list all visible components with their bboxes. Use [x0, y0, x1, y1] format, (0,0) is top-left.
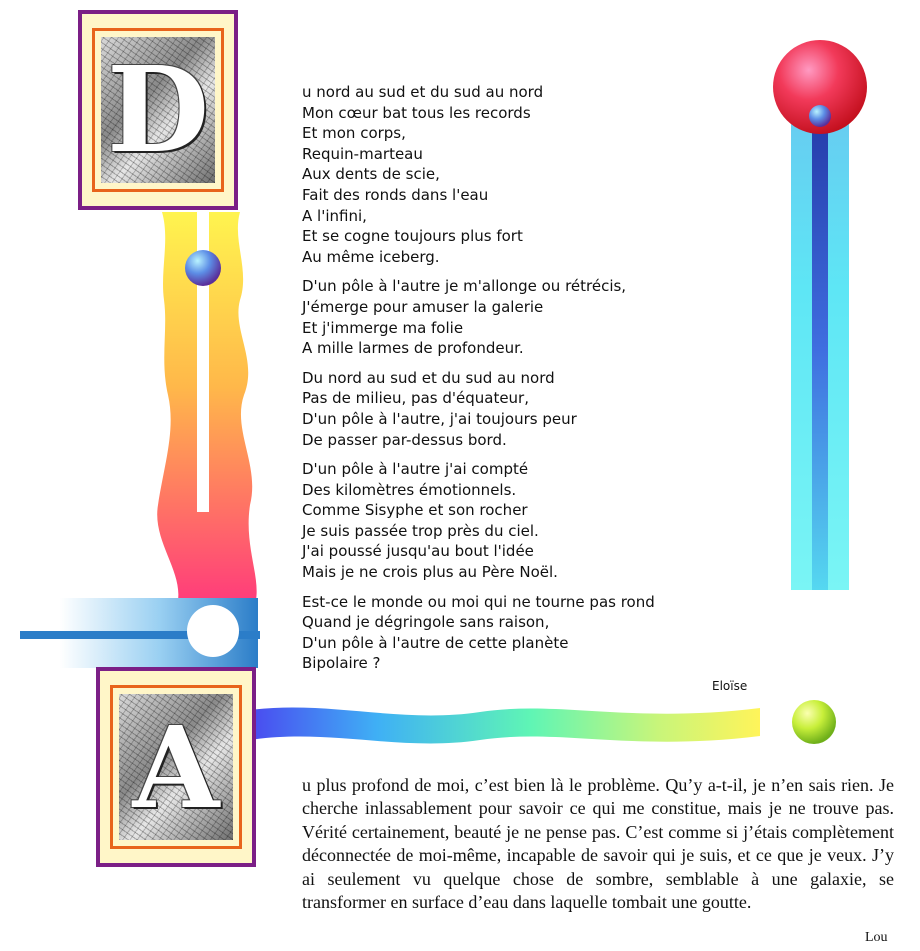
dropcap-letter-a: A [132, 703, 220, 834]
dropcap-a-texture [119, 694, 233, 840]
poem-line: Est-ce le monde ou moi qui ne tourne pas rond [302, 592, 655, 611]
poem-line: A l'infini, [302, 206, 367, 225]
poem-line: Bipolaire ? [302, 654, 381, 673]
poem-line: u nord au sud et du sud au nord [302, 83, 544, 101]
poem-line: J'ai poussé jusqu'au bout l'idée [302, 542, 534, 561]
poem-line: Comme Sisyphe et son rocher [302, 501, 528, 520]
blue-rod-right [812, 110, 828, 590]
poem-line: D'un pôle à l'autre je m'allonge ou rétrécis, [302, 277, 627, 296]
small-blue-sphere-icon [809, 105, 831, 127]
poem-stanza [302, 592, 722, 674]
poem-line: Et se cogne toujours plus fort [302, 227, 523, 246]
blue-sphere-icon [185, 250, 221, 286]
dropcap-letter-d: D [106, 40, 210, 179]
poem-line: Mais je ne crois plus au Père Noël. [302, 563, 558, 582]
poem-line: Des kilomètres émotionnels. [302, 480, 517, 499]
poem-line: Aux dents de scie, [302, 165, 440, 184]
poem-line: A mille larmes de profondeur. [302, 339, 524, 358]
poem-line: Pas de milieu, pas d'équateur, [302, 389, 529, 408]
dropcap-d [78, 10, 238, 210]
poem-author: Eloïse [712, 679, 748, 693]
poem-stanza [302, 82, 722, 267]
poem-stanza [302, 368, 722, 450]
poem-line: Et mon corps, [302, 124, 406, 143]
dropcap-a [96, 667, 256, 867]
dropcap-d-inner-frame [92, 28, 224, 192]
poem-line: Je suis passée trop près du ciel. [302, 521, 539, 540]
poem-line: Fait des ronds dans l'eau [302, 185, 489, 204]
poem-line: D'un pôle à l'autre de cette planète [302, 633, 569, 652]
dropcap-d-texture [101, 37, 215, 183]
dropcap-a-inner-frame [110, 685, 242, 849]
poem-stanza [302, 459, 722, 583]
white-ring-icon [187, 605, 239, 657]
poem-stanza [302, 276, 722, 358]
poem-line: D'un pôle à l'autre, j'ai toujours peur [302, 409, 577, 428]
poem-line: Du nord au sud et du sud au nord [302, 368, 555, 387]
poem-line: Et j'immerge ma folie [302, 318, 464, 337]
poem-line: D'un pôle à l'autre j'ai compté [302, 460, 529, 479]
prose-author: Lou [865, 930, 888, 945]
poem-line: De passer par-dessus bord. [302, 430, 507, 449]
prose-paragraph: u plus profond de moi, c’est bien là le problème. Qu’y a-t-il, je n’en sais rien. Je cherche inlassablement pour savoir ce qui me constitue, mais je ne trouve pas. Vérité certainement, beauté je ne pense pas. C’est comme si j’étais complètement déconnectée de moi-même, incapable de savoir qui je suis, et ce que je veux. J’y ai seulement vu quelque chose de sombre, semblable à une galaxie, se transformer en surface d’eau dans laquelle tombait une goutte. [302, 775, 894, 913]
poem-line: Requin-marteau [302, 144, 423, 163]
rainbow-ribbon [250, 707, 760, 743]
poem-line: Mon cœur bat tous les records [302, 103, 531, 122]
poem-line: J'émerge pour amuser la galerie [302, 297, 544, 316]
poem [302, 82, 722, 683]
green-sphere-icon [792, 700, 836, 744]
poem-line: Au même iceberg. [302, 247, 440, 266]
poem-line: Quand je dégringole sans raison, [302, 613, 550, 632]
